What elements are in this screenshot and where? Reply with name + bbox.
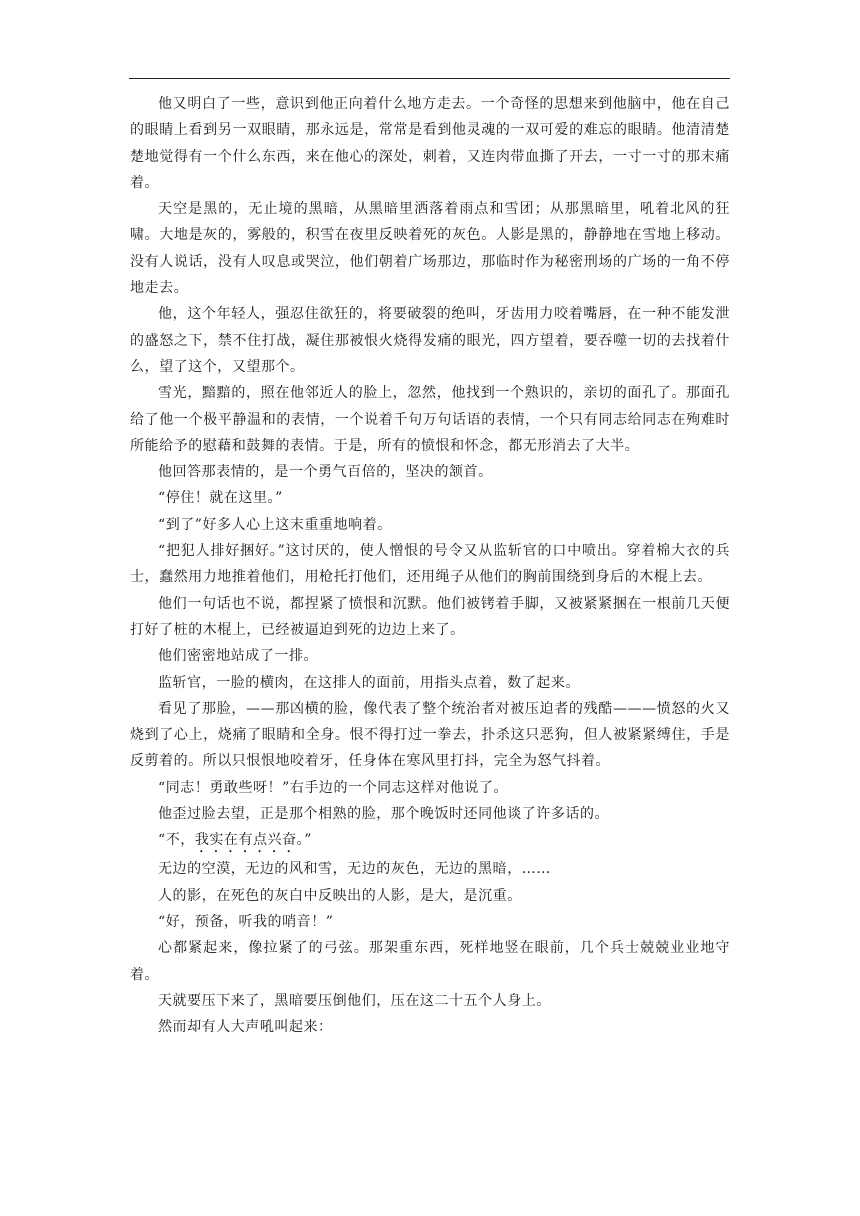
paragraph-16: 无边的空漠，无边的风和雪，无边的灰色，无边的黑暗，…… [158, 861, 551, 878]
paragraph-3: 他，这个年轻人，强忍住欲狂的，将要破裂的绝叫，牙齿用力咬着嘴唇，在一种不能发泄的盛怒之下，禁不住打战，凝住那被恨火烧得发痛的眼光，四方望着，要吞噬一切的去找着什么，望了这个，又望那个。 [130, 306, 730, 375]
paragraph-14: 他歪过脸去望，正是那个相熟的脸，那个晚饭时还同他谈了许多话的。 [158, 806, 610, 823]
paragraph-9: 他们一句话也不说，都捏紧了愤恨和沉默。他们被铐着手脚，又被紧紧捆在一根前几天便打好了桩的木棍上，已经被逼迫到死的边边上来了。 [130, 595, 730, 638]
paragraph-4: 雪光，黯黯的，照在他邻近人的脸上，忽然，他找到一个熟识的，亲切的面孔了。那面孔给了他一个极平静温和的表情，一个说着千句万句话语的表情，一个只有同志给同志在殉难时所能给予的慰藉和鼓舞的表情。于是，所有的愤恨和怀念，都无形消去了大半。 [130, 385, 730, 454]
header-rule [129, 78, 730, 79]
emphasis-dotted-text: 我实在有点兴奋 [194, 832, 297, 849]
paragraph-11: 监斩官，一脸的横肉，在这排人的面前，用指头点着，数了起来。 [158, 674, 580, 691]
paragraph-17: 人的影，在死色的灰白中反映出的人影，是大，是沉重。 [158, 887, 522, 904]
paragraph-21: 然而却有人大声吼叫起来： [158, 1019, 333, 1036]
paragraph-18: “好，预备，听我的哨音！” [158, 913, 334, 930]
paragraph-20: 天就要压下来了，黑暗要压倒他们，压在这二十五个人身上。 [158, 992, 551, 1009]
dotted-close: 。” [296, 832, 312, 849]
paragraph-5: 他回答那表情的，是一个勇气百倍的，坚决的颔首。 [158, 464, 493, 481]
paragraph-7: “到了”好多人心上这末重重地响着。 [158, 516, 392, 533]
paragraph-1: 他又明白了一些，意识到他正向着什么地方走去。一个奇怪的思想来到他脑中，他在自己的眼睛上看到另一双眼睛，那永远是，常常是看到他灵魂的一双可爱的难忘的眼睛。他清清楚楚地觉得有一个什么东西，来在他心的深处，刺着，又连肉带血撕了开去，一寸一寸的那末痛着。 [130, 96, 730, 191]
paragraph-2: 天空是黑的，无止境的黑暗，从黑暗里洒落着雨点和雪团；从那黑暗里，吼着北风的狂啸。大地是灰的，雾般的，积雪在夜里反映着死的灰色。人影是黑的，静静地在雪地上移动。没有人说话，没有人叹息或哭泣，他们朝着广场那边，那临时作为秘密刑场的广场的一角不停地走去。 [130, 201, 730, 297]
paragraph-6: “停住！就在这里。” [158, 490, 283, 507]
document-body [130, 91, 730, 1040]
dotted-open: “不， [158, 832, 195, 849]
paragraph-19: 心都紧起来，像拉紧了的弓弦。那架重东西，死样地竖在眼前，几个兵士兢兢业业地守着。 [130, 940, 730, 983]
paragraph-15-dotted [130, 827, 730, 856]
paragraph-12: 看见了那脸，——那凶横的脸，像代表了整个统治者对被压迫者的残酷———愤怒的火又烧到了心上，烧痛了眼睛和全身。恨不得打过一拳去，扑杀这只恶狗，但人被紧紧缚住，手是反剪着的。所以只恨恨地咬着牙，任身体在寒风里打抖，完全为怒气抖着。 [130, 700, 730, 770]
paragraph-10: 他们密密地站成了一排。 [158, 648, 319, 665]
paragraph-8: “把犯人排好捆好。”这讨厌的，使人憎恨的号令又从监斩官的口中喷出。穿着棉大衣的兵士，蠢然用力地推着他们，用枪托打他们，还用绳子从他们的胸前围绕到身后的木棍上去。 [130, 543, 730, 586]
paragraph-13: “同志！勇敢些呀！”右手边的一个同志这样对他说了。 [158, 779, 509, 796]
